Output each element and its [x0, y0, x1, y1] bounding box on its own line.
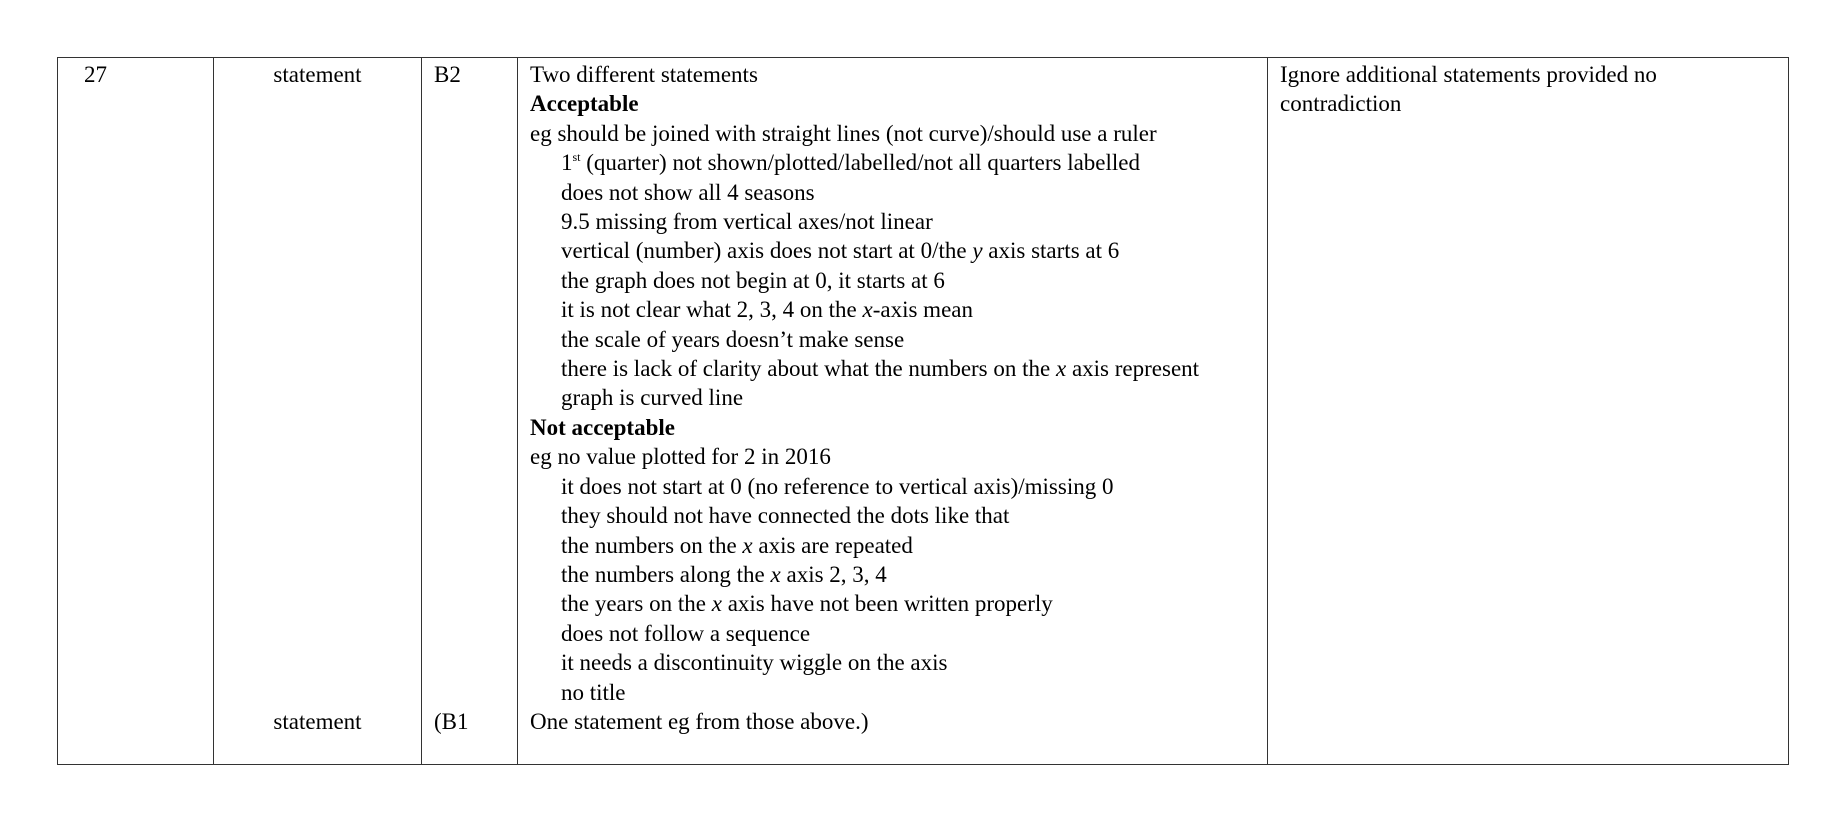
not-acceptable-item: the years on the x axis have not been written properly — [561, 591, 1053, 617]
mark-scheme-row — [58, 58, 1789, 765]
mark-cell — [422, 58, 518, 765]
mark-b1: (B1 — [434, 708, 469, 734]
b1-guidance: One statement eg from those above.) — [530, 708, 869, 734]
acceptable-item: does not show all 4 seasons — [561, 179, 815, 205]
not-acceptable-item: it does not start at 0 (no reference to vertical axis)/missing 0 — [561, 473, 1114, 499]
not-acceptable-item: does not follow a sequence — [561, 620, 811, 646]
acceptable-item: graph is curved line — [561, 385, 744, 411]
additional-guidance-line: Ignore additional statements provided no — [1280, 62, 1657, 87]
spacer — [434, 89, 505, 706]
acceptable-item: there is lack of clarity about what the numbers on the x axis represent — [561, 356, 1200, 382]
acceptable-heading: Acceptable — [530, 91, 639, 117]
guidance-cell — [518, 58, 1268, 765]
acceptable-item: vertical (number) axis does not start at 0/the y axis starts at 6 — [561, 238, 1120, 264]
answer-cell — [214, 58, 422, 765]
question-number: 27 — [84, 62, 107, 87]
acceptable-item: it is not clear what 2, 3, 4 on the x-axis mean — [561, 297, 973, 323]
acceptable-item: 1st (quarter) not shown/plotted/labelled/not all quarters labelled — [561, 150, 1141, 176]
acceptable-item: the scale of years doesn’t make sense — [561, 326, 905, 352]
spacer — [226, 89, 409, 706]
acceptable-item: eg should be joined with straight lines (not curve)/should use a ruler — [530, 120, 1157, 146]
not-acceptable-item: it needs a discontinuity wiggle on the axis — [561, 650, 948, 676]
answer-statement-alt: statement — [273, 708, 362, 734]
not-acceptable-item: they should not have connected the dots like that — [561, 503, 1010, 529]
not-acceptable-item: no title — [561, 679, 626, 705]
guidance-intro: Two different statements — [530, 62, 758, 87]
mark-b2: B2 — [434, 62, 461, 87]
answer-statement: statement — [273, 62, 362, 87]
acceptable-item: the graph does not begin at 0, it starts at 6 — [561, 267, 945, 293]
additional-guidance-line: contradiction — [1280, 91, 1402, 117]
question-number-cell — [58, 58, 214, 765]
not-acceptable-item: eg no value plotted for 2 in 2016 — [530, 444, 831, 470]
not-acceptable-item: the numbers along the x axis 2, 3, 4 — [561, 561, 887, 587]
acceptable-item: 9.5 missing from vertical axes/not linear — [561, 209, 933, 235]
not-acceptable-item: the numbers on the x axis are repeated — [561, 532, 913, 558]
mark-scheme-table — [57, 57, 1789, 765]
not-acceptable-heading: Not acceptable — [530, 414, 675, 440]
additional-guidance-cell — [1268, 58, 1789, 765]
